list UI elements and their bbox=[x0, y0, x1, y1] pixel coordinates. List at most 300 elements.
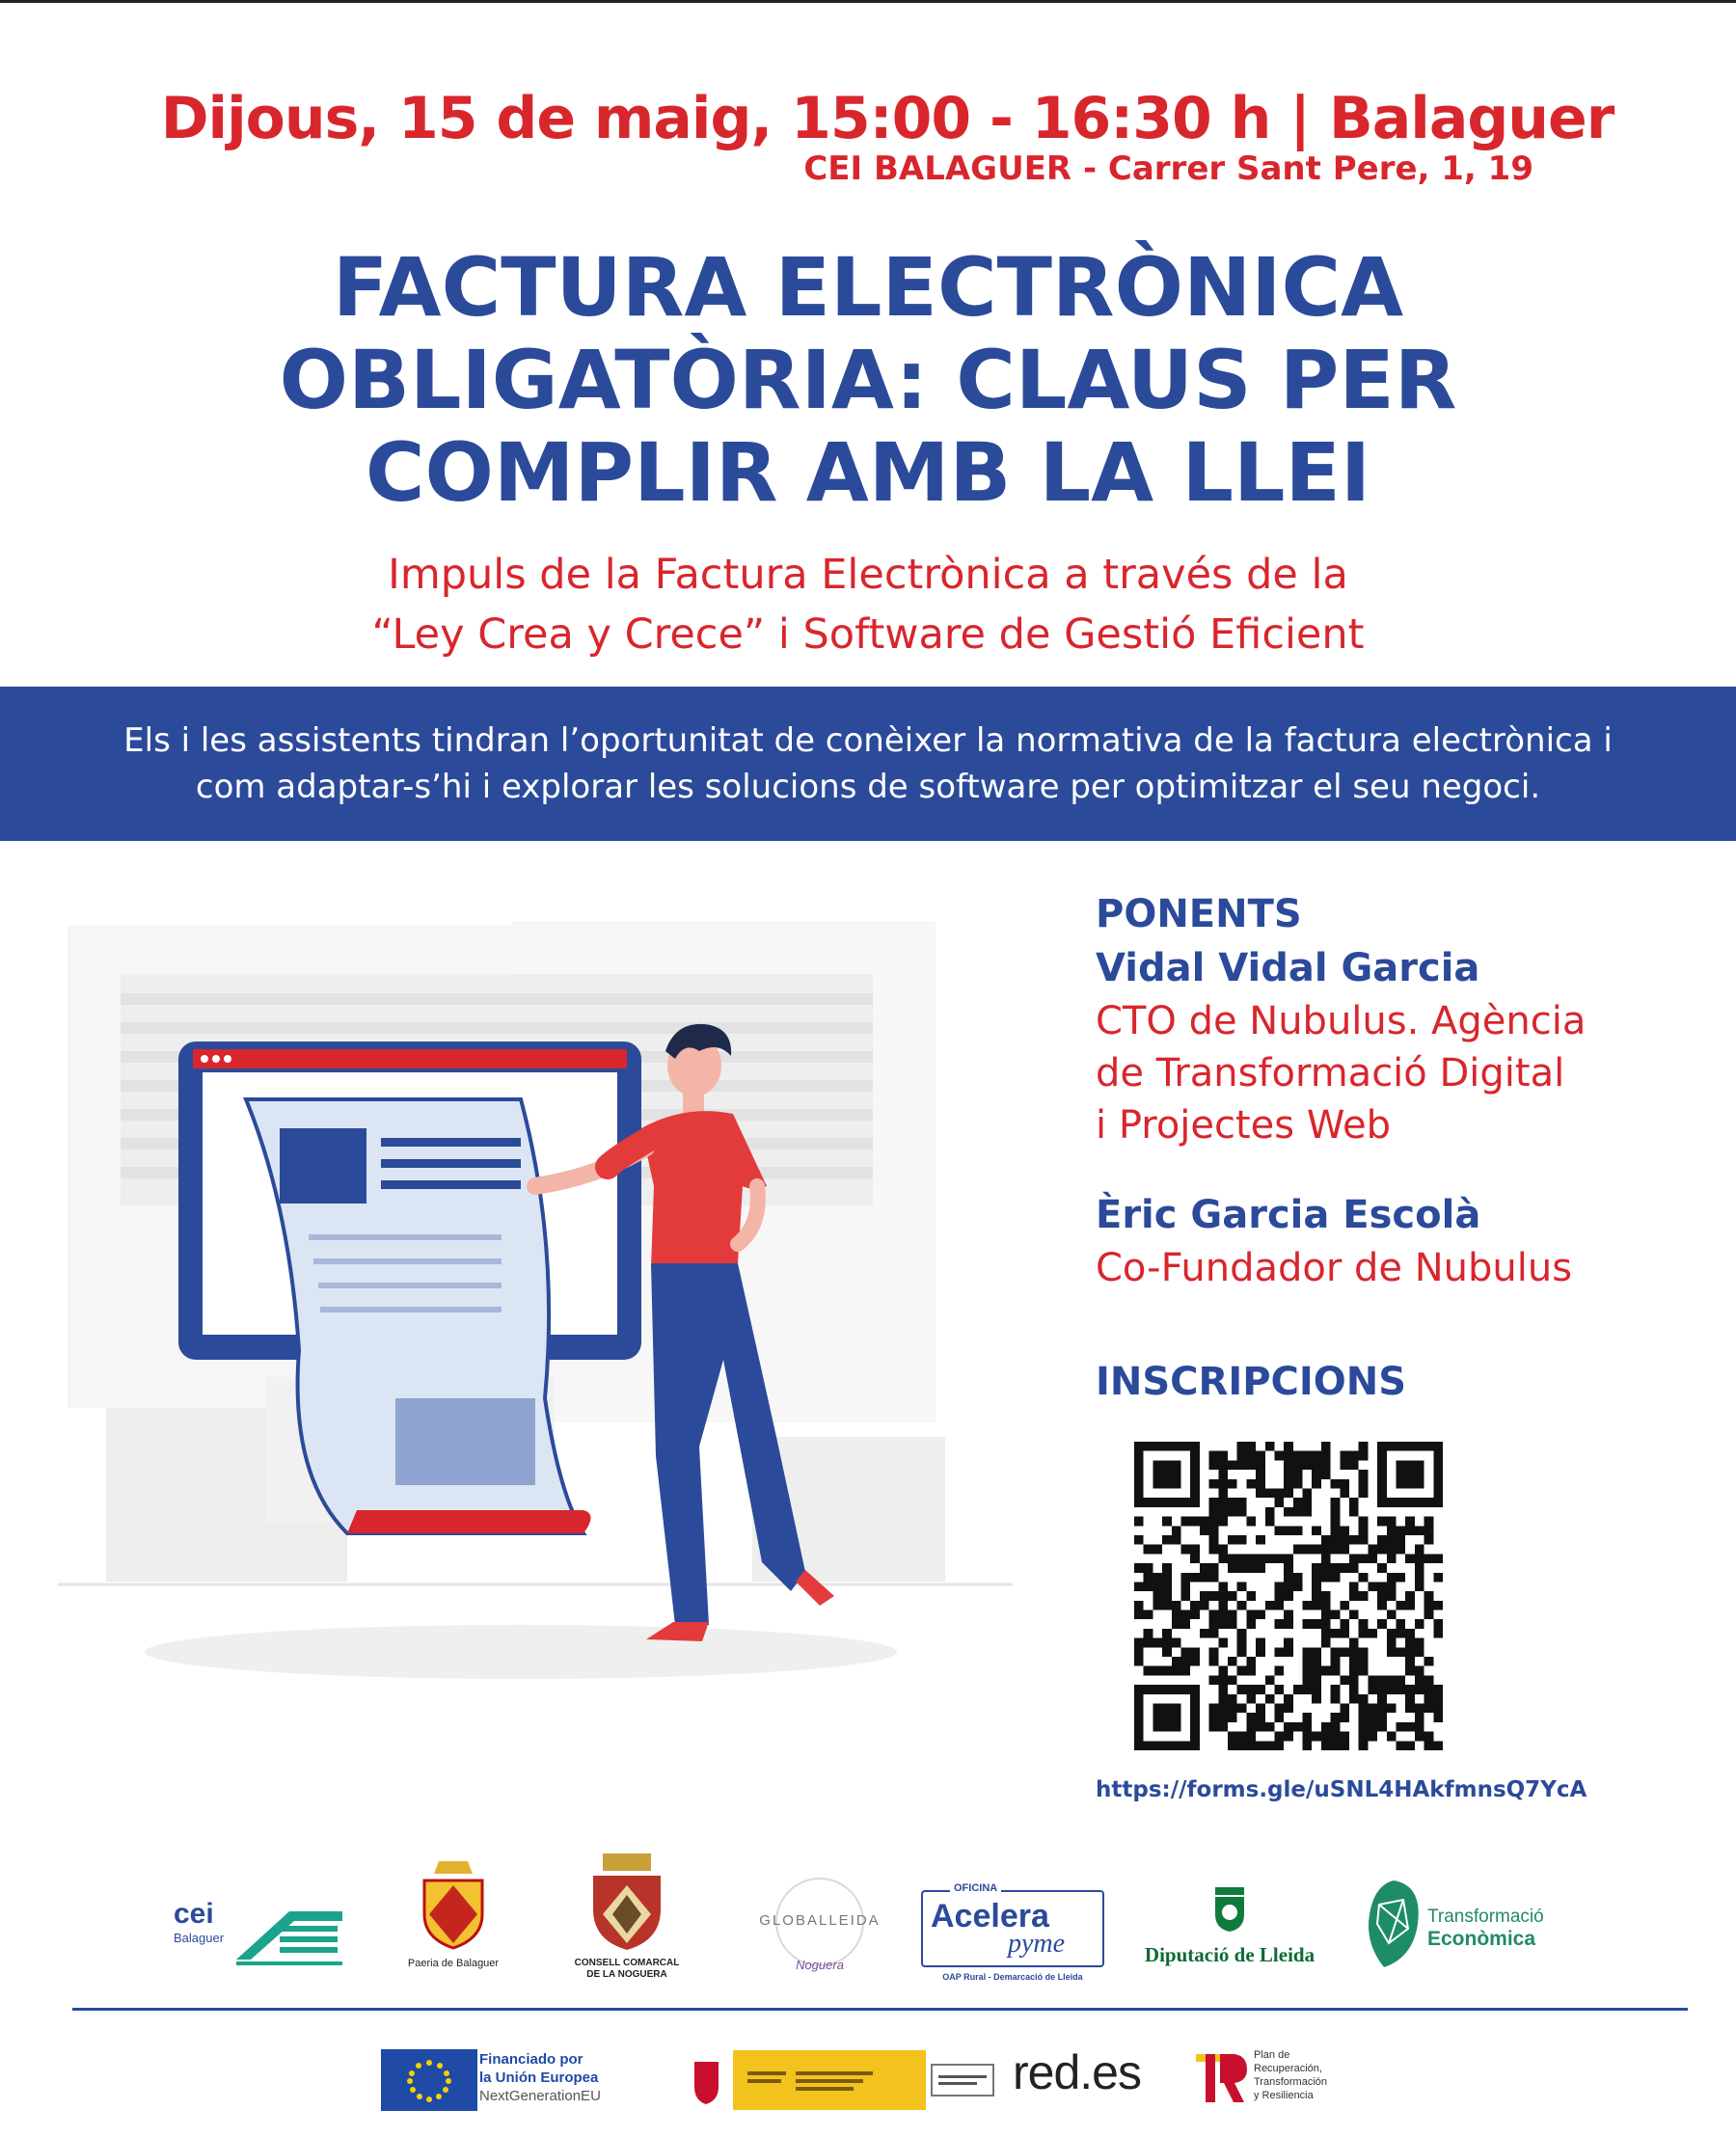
qr-module bbox=[1303, 1498, 1313, 1507]
qr-module bbox=[1218, 1722, 1228, 1732]
qr-module bbox=[1228, 1563, 1237, 1573]
transformacio-logo-text-2: Econòmica bbox=[1427, 1928, 1536, 1950]
qr-module bbox=[1134, 1610, 1144, 1620]
qr-module bbox=[1190, 1517, 1200, 1527]
qr-module bbox=[1237, 1535, 1247, 1545]
qr-module bbox=[1397, 1629, 1406, 1638]
qr-module bbox=[1293, 1460, 1303, 1470]
qr-module bbox=[1200, 1517, 1209, 1527]
qr-module bbox=[1349, 1666, 1359, 1676]
qr-module bbox=[1303, 1685, 1313, 1694]
speaker-1-name: Vidal Vidal Garcia bbox=[1096, 946, 1480, 990]
qr-module bbox=[1387, 1629, 1397, 1638]
qr-module bbox=[1321, 1460, 1331, 1470]
qr-module bbox=[1349, 1582, 1359, 1591]
qr-module bbox=[1331, 1629, 1341, 1638]
qr-module bbox=[1415, 1675, 1424, 1685]
noguera-shield-icon bbox=[559, 1852, 694, 1953]
qr-module bbox=[1312, 1451, 1321, 1461]
qr-module bbox=[1284, 1488, 1293, 1498]
qr-module bbox=[1228, 1741, 1237, 1750]
qr-module bbox=[1359, 1629, 1369, 1638]
qr-module bbox=[1397, 1535, 1406, 1545]
qr-module bbox=[1340, 1451, 1349, 1461]
qr-module bbox=[1331, 1610, 1341, 1620]
qr-module bbox=[1415, 1582, 1424, 1591]
qr-module bbox=[1377, 1704, 1387, 1714]
qr-module bbox=[1359, 1535, 1369, 1545]
qr-module bbox=[1134, 1601, 1144, 1610]
qr-module bbox=[1218, 1545, 1228, 1555]
qr-module bbox=[1256, 1610, 1265, 1620]
qr-module bbox=[1377, 1517, 1387, 1527]
qr-module bbox=[1433, 1741, 1443, 1750]
noguera-logo-text: Noguera bbox=[796, 1958, 844, 1972]
qr-module bbox=[1359, 1442, 1369, 1451]
qr-module bbox=[1321, 1601, 1331, 1610]
qr-module bbox=[1228, 1732, 1237, 1742]
qr-module bbox=[1377, 1545, 1387, 1555]
qr-module bbox=[1433, 1554, 1443, 1563]
qr-module bbox=[1424, 1517, 1434, 1527]
qr-module bbox=[1321, 1545, 1331, 1555]
qr-module bbox=[1397, 1573, 1406, 1582]
qr-module bbox=[1134, 1563, 1144, 1573]
qr-module bbox=[1180, 1582, 1190, 1591]
qr-module bbox=[1228, 1535, 1237, 1545]
qr-module bbox=[1134, 1638, 1144, 1648]
prtr-mark-icon bbox=[1191, 2044, 1249, 2112]
qr-module bbox=[1340, 1619, 1349, 1629]
qr-module bbox=[1274, 1526, 1284, 1535]
qr-module bbox=[1359, 1451, 1369, 1461]
qr-module bbox=[1265, 1507, 1275, 1517]
title-line-1: FACTURA ELECTRÒNICA bbox=[332, 240, 1404, 335]
qr-module bbox=[1218, 1638, 1228, 1648]
qr-module bbox=[1415, 1563, 1424, 1573]
qr-module bbox=[1218, 1554, 1228, 1563]
qr-module bbox=[1349, 1610, 1359, 1620]
qr-module bbox=[1349, 1675, 1359, 1685]
qr-module bbox=[1303, 1507, 1313, 1517]
qr-module bbox=[1209, 1619, 1219, 1629]
qr-module bbox=[1433, 1601, 1443, 1610]
qr-module bbox=[1246, 1610, 1256, 1620]
qr-module bbox=[1349, 1694, 1359, 1704]
registration-url[interactable]: https://forms.gle/uSNL4HAkfmnsQ7YcA bbox=[1096, 1777, 1587, 1802]
qr-module bbox=[1162, 1591, 1172, 1601]
qr-module bbox=[1284, 1610, 1293, 1620]
qr-module bbox=[1331, 1545, 1341, 1555]
qr-module bbox=[1190, 1657, 1200, 1666]
qr-module bbox=[1340, 1732, 1349, 1742]
invoice-illustration bbox=[58, 897, 1013, 1688]
qr-module bbox=[1377, 1619, 1387, 1629]
registration-qr-code[interactable] bbox=[1134, 1442, 1443, 1750]
qr-module bbox=[1349, 1638, 1359, 1648]
qr-module bbox=[1284, 1526, 1293, 1535]
qr-module bbox=[1237, 1732, 1247, 1742]
cei-building-icon bbox=[231, 1902, 347, 1969]
qr-module bbox=[1153, 1601, 1162, 1610]
qr-module bbox=[1331, 1694, 1341, 1704]
qr-module bbox=[1209, 1498, 1219, 1507]
description-line-2: com adaptar-s’hi i explorar les solucions de software per optimitzar el seu negoci. bbox=[195, 768, 1541, 806]
qr-module bbox=[1190, 1647, 1200, 1657]
qr-module bbox=[1256, 1722, 1265, 1732]
qr-module bbox=[1415, 1713, 1424, 1722]
qr-module bbox=[1209, 1713, 1219, 1722]
qr-module bbox=[1359, 1722, 1369, 1732]
qr-module bbox=[1349, 1647, 1359, 1657]
qr-module bbox=[1321, 1619, 1331, 1629]
qr-module bbox=[1218, 1479, 1228, 1489]
qr-module bbox=[1218, 1470, 1228, 1479]
qr-module bbox=[1284, 1619, 1293, 1629]
qr-module bbox=[1387, 1591, 1397, 1601]
prtr-logo bbox=[1191, 2044, 1249, 2112]
qr-module bbox=[1256, 1741, 1265, 1750]
qr-module bbox=[1228, 1498, 1237, 1507]
qr-module bbox=[1397, 1545, 1406, 1555]
qr-module bbox=[1359, 1647, 1369, 1657]
acelera-main-text: Acelera bbox=[931, 1898, 1049, 1934]
qr-module bbox=[1237, 1460, 1247, 1470]
qr-module bbox=[1331, 1647, 1341, 1657]
qr-module bbox=[1246, 1741, 1256, 1750]
paeria-balaguer-logo bbox=[391, 1856, 516, 1982]
qr-module bbox=[1237, 1638, 1247, 1648]
qr-module bbox=[1377, 1713, 1387, 1722]
qr-module bbox=[1331, 1666, 1341, 1676]
qr-module bbox=[1340, 1563, 1349, 1573]
qr-module bbox=[1209, 1629, 1219, 1638]
qr-module bbox=[1256, 1460, 1265, 1470]
qr-module bbox=[1228, 1460, 1237, 1470]
qr-module bbox=[1218, 1601, 1228, 1610]
qr-module bbox=[1368, 1582, 1377, 1591]
description-line-1: Els i les assistents tindran l’oportunitat de conèixer la normativa de la factura electrònica i bbox=[123, 721, 1613, 760]
qr-module bbox=[1265, 1601, 1275, 1610]
qr-module bbox=[1349, 1507, 1359, 1517]
gobierno-espana-logo bbox=[680, 2050, 926, 2110]
qr-module bbox=[1312, 1732, 1321, 1742]
qr-module bbox=[1331, 1517, 1341, 1527]
qr-module bbox=[1153, 1573, 1162, 1582]
qr-module bbox=[1162, 1573, 1172, 1582]
qr-module bbox=[1312, 1526, 1321, 1535]
qr-module bbox=[1293, 1545, 1303, 1555]
qr-module bbox=[1237, 1647, 1247, 1657]
qr-module bbox=[1359, 1619, 1369, 1629]
qr-module bbox=[1200, 1526, 1209, 1535]
qr-module bbox=[1312, 1479, 1321, 1489]
qr-module bbox=[1228, 1704, 1237, 1714]
qr-module bbox=[1359, 1488, 1369, 1498]
qr-module bbox=[1274, 1451, 1284, 1461]
qr-module bbox=[1424, 1554, 1434, 1563]
qr-module bbox=[1415, 1545, 1424, 1555]
qr-module bbox=[1274, 1732, 1284, 1742]
qr-module bbox=[1433, 1713, 1443, 1722]
qr-module bbox=[1144, 1610, 1153, 1620]
subtitle-line-1: Impuls de la Factura Electrònica a través de la bbox=[388, 551, 1348, 599]
qr-module bbox=[1284, 1704, 1293, 1714]
qr-module bbox=[1153, 1591, 1162, 1601]
qr-module bbox=[1340, 1647, 1349, 1657]
qr-module bbox=[1340, 1535, 1349, 1545]
qr-module bbox=[1387, 1554, 1397, 1563]
consell-logo-text-1: CONSELL COMARCAL bbox=[574, 1958, 680, 1968]
qr-module bbox=[1321, 1451, 1331, 1461]
registration-heading: INSCRIPCIONS bbox=[1096, 1360, 1407, 1404]
qr-module bbox=[1218, 1460, 1228, 1470]
qr-module bbox=[1218, 1666, 1228, 1676]
qr-module bbox=[1321, 1732, 1331, 1742]
qr-module bbox=[1134, 1582, 1144, 1591]
qr-module bbox=[1209, 1591, 1219, 1601]
qr-module bbox=[1321, 1442, 1331, 1451]
qr-module bbox=[1303, 1647, 1313, 1657]
spacer bbox=[1096, 1151, 1713, 1188]
qr-module bbox=[1246, 1685, 1256, 1694]
qr-module bbox=[1209, 1517, 1219, 1527]
qr-module bbox=[1377, 1535, 1387, 1545]
qr-module bbox=[1200, 1563, 1209, 1573]
qr-module bbox=[1331, 1657, 1341, 1666]
qr-module bbox=[1293, 1507, 1303, 1517]
qr-module bbox=[1246, 1619, 1256, 1629]
qr-module bbox=[1237, 1451, 1247, 1461]
qr-module bbox=[1303, 1666, 1313, 1676]
speaker-2-name: Èric Garcia Escolà bbox=[1096, 1193, 1481, 1237]
qr-module bbox=[1321, 1535, 1331, 1545]
qr-module bbox=[1218, 1451, 1228, 1461]
qr-module bbox=[1293, 1498, 1303, 1507]
sponsor-logos bbox=[0, 1852, 1736, 1996]
qr-module bbox=[1200, 1573, 1209, 1582]
qr-module bbox=[1274, 1554, 1284, 1563]
qr-module bbox=[1237, 1507, 1247, 1517]
transformacio-economica-logo bbox=[1360, 1876, 1562, 1982]
qr-module bbox=[1274, 1488, 1284, 1498]
qr-module bbox=[1237, 1442, 1247, 1451]
qr-module bbox=[1256, 1713, 1265, 1722]
prtr-text-line-2: Recuperación, bbox=[1254, 2063, 1322, 2074]
qr-module bbox=[1172, 1619, 1181, 1629]
qr-module bbox=[1180, 1591, 1190, 1601]
qr-module bbox=[1331, 1685, 1341, 1694]
qr-module bbox=[1218, 1591, 1228, 1601]
globalleida-logo-text: GLOBALLEIDA bbox=[759, 1912, 881, 1929]
paeria-logo-text: Paeria de Balaguer bbox=[407, 1958, 500, 1969]
qr-module bbox=[1265, 1694, 1275, 1704]
qr-module bbox=[1424, 1741, 1434, 1750]
qr-module bbox=[1405, 1591, 1415, 1601]
qr-module bbox=[1228, 1610, 1237, 1620]
qr-module bbox=[1415, 1554, 1424, 1563]
eu-stars-icon bbox=[381, 2049, 477, 2111]
qr-module bbox=[1359, 1479, 1369, 1489]
qr-module bbox=[1312, 1694, 1321, 1704]
qr-module bbox=[1424, 1610, 1434, 1620]
qr-module bbox=[1405, 1526, 1415, 1535]
acelera-bottom-text: OAP Rural - Demarcació de Lleida bbox=[942, 1972, 1083, 1982]
qr-module bbox=[1228, 1675, 1237, 1685]
qr-module bbox=[1397, 1601, 1406, 1610]
qr-module bbox=[1331, 1722, 1341, 1732]
qr-module bbox=[1359, 1591, 1369, 1601]
qr-module bbox=[1144, 1545, 1153, 1555]
qr-module bbox=[1415, 1666, 1424, 1676]
qr-module bbox=[1424, 1591, 1434, 1601]
qr-module bbox=[1246, 1563, 1256, 1573]
qr-module bbox=[1415, 1526, 1424, 1535]
qr-module bbox=[1415, 1704, 1424, 1714]
balaguer-shield-icon bbox=[391, 1856, 516, 1953]
qr-module bbox=[1312, 1591, 1321, 1601]
qr-module bbox=[1256, 1479, 1265, 1489]
qr-module bbox=[1274, 1647, 1284, 1657]
qr-module bbox=[1153, 1638, 1162, 1648]
qr-module bbox=[1246, 1554, 1256, 1563]
qr-module bbox=[1368, 1732, 1377, 1742]
qr-module bbox=[1228, 1619, 1237, 1629]
qr-module bbox=[1424, 1704, 1434, 1714]
qr-module bbox=[1246, 1657, 1256, 1666]
qr-module bbox=[1405, 1722, 1415, 1732]
poster-title bbox=[0, 241, 1736, 519]
qr-module bbox=[1134, 1657, 1144, 1666]
qr-module bbox=[1284, 1451, 1293, 1461]
qr-module bbox=[1368, 1685, 1377, 1694]
event-date-line: Dijous, 15 de maig, 15:00 - 16:30 h | Balaguer bbox=[160, 85, 1614, 152]
qr-module bbox=[1209, 1526, 1219, 1535]
qr-module bbox=[1228, 1657, 1237, 1666]
event-venue: CEI BALAGUER - Carrer Sant Pere, 1, 19 bbox=[803, 149, 1533, 188]
qr-module bbox=[1349, 1498, 1359, 1507]
qr-module bbox=[1209, 1451, 1219, 1461]
qr-module bbox=[1321, 1666, 1331, 1676]
qr-module bbox=[1331, 1507, 1341, 1517]
qr-module bbox=[1162, 1601, 1172, 1610]
qr-module bbox=[1359, 1573, 1369, 1582]
prtr-text-line-3: Transformación bbox=[1254, 2076, 1328, 2088]
consell-comarcal-logo bbox=[559, 1852, 694, 1987]
qr-module bbox=[1415, 1722, 1424, 1732]
qr-module bbox=[1209, 1545, 1219, 1555]
qr-module bbox=[1405, 1657, 1415, 1666]
qr-module bbox=[1359, 1713, 1369, 1722]
qr-module bbox=[1228, 1694, 1237, 1704]
qr-module bbox=[1433, 1685, 1443, 1694]
qr-module bbox=[1180, 1517, 1190, 1527]
qr-module bbox=[1387, 1647, 1397, 1657]
qr-module bbox=[1237, 1685, 1247, 1694]
qr-module bbox=[1162, 1629, 1172, 1638]
qr-module bbox=[1405, 1601, 1415, 1610]
qr-module bbox=[1433, 1619, 1443, 1629]
qr-module bbox=[1349, 1685, 1359, 1694]
qr-module bbox=[1218, 1507, 1228, 1517]
consell-logo-text-2: DE LA NOGUERA bbox=[586, 1969, 667, 1980]
speaker-1-role-line-3: i Projectes Web bbox=[1096, 1103, 1392, 1148]
qr-module bbox=[1415, 1685, 1424, 1694]
qr-module bbox=[1209, 1704, 1219, 1714]
qr-module bbox=[1237, 1741, 1247, 1750]
qr-module bbox=[1200, 1601, 1209, 1610]
qr-module bbox=[1265, 1741, 1275, 1750]
qr-module bbox=[1349, 1460, 1359, 1470]
qr-module bbox=[1284, 1479, 1293, 1489]
qr-module bbox=[1424, 1657, 1434, 1666]
qr-module bbox=[1284, 1732, 1293, 1742]
qr-module bbox=[1228, 1713, 1237, 1722]
diputacio-crest-icon bbox=[1210, 1885, 1249, 1934]
qr-module bbox=[1359, 1704, 1369, 1714]
qr-module bbox=[1312, 1647, 1321, 1657]
qr-module bbox=[1433, 1694, 1443, 1704]
qr-module bbox=[1312, 1582, 1321, 1591]
qr-module bbox=[1321, 1470, 1331, 1479]
ministry-badge bbox=[931, 2064, 994, 2096]
qr-module bbox=[1284, 1582, 1293, 1591]
qr-module bbox=[1377, 1591, 1387, 1601]
qr-module bbox=[1377, 1694, 1387, 1704]
qr-module bbox=[1218, 1713, 1228, 1722]
qr-module bbox=[1265, 1554, 1275, 1563]
title-line-2: OBLIGATÒRIA: CLAUS PER bbox=[279, 333, 1457, 427]
qr-module bbox=[1368, 1554, 1377, 1563]
qr-module bbox=[1312, 1685, 1321, 1694]
qr-module bbox=[1293, 1573, 1303, 1582]
speakers-heading: PONENTS bbox=[1096, 892, 1302, 936]
qr-module bbox=[1433, 1629, 1443, 1638]
qr-module bbox=[1349, 1554, 1359, 1563]
qr-module bbox=[1359, 1657, 1369, 1666]
qr-module bbox=[1190, 1573, 1200, 1582]
qr-module bbox=[1218, 1694, 1228, 1704]
speaker-2-role-line-1: Co-Fundador de Nubulus bbox=[1096, 1246, 1573, 1290]
qr-module bbox=[1172, 1535, 1181, 1545]
qr-module bbox=[1359, 1741, 1369, 1750]
qr-module bbox=[1228, 1554, 1237, 1563]
qr-module bbox=[1237, 1601, 1247, 1610]
qr-module bbox=[1433, 1573, 1443, 1582]
poster-subtitle bbox=[0, 545, 1736, 664]
qr-module bbox=[1153, 1545, 1162, 1555]
qr-module bbox=[1180, 1657, 1190, 1666]
qr-module bbox=[1256, 1647, 1265, 1657]
qr-module bbox=[1209, 1460, 1219, 1470]
qr-module bbox=[1405, 1694, 1415, 1704]
qr-module bbox=[1331, 1526, 1341, 1535]
qr-module bbox=[1284, 1647, 1293, 1657]
qr-module bbox=[1172, 1666, 1181, 1676]
qr-module bbox=[1368, 1629, 1377, 1638]
qr-module bbox=[1303, 1451, 1313, 1461]
qr-module bbox=[1209, 1657, 1219, 1666]
qr-module bbox=[1312, 1470, 1321, 1479]
qr-module bbox=[1331, 1535, 1341, 1545]
qr-module bbox=[1284, 1591, 1293, 1601]
qr-module bbox=[1321, 1591, 1331, 1601]
qr-module bbox=[1209, 1563, 1219, 1573]
qr-module bbox=[1312, 1657, 1321, 1666]
subtitle-line-2: “Ley Crea y Crece” i Software de Gestió Eficient bbox=[371, 610, 1365, 659]
qr-module bbox=[1256, 1638, 1265, 1648]
qr-module bbox=[1359, 1517, 1369, 1527]
